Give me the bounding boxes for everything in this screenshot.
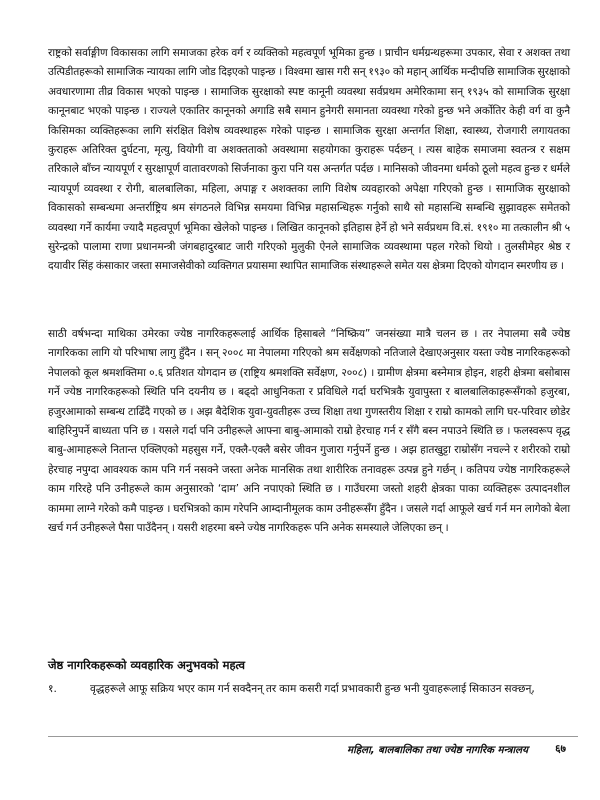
page-number: ६७ [555,743,566,755]
footer-divider [48,736,578,737]
body-paragraph-2: साठी वर्षभन्दा माथिका उमेरका ज्येष्ठ नागरिकहरूलाई आर्थिक हिसाबले “निष्क्रिय” जनसंख्या मात्रै चलन छ । तर नेपालमा सबै ज्येष्ठ नागरिकका लागि यो परिभाषा लागु हुँदैन । सन् २००८ मा नेपालमा गरिएको श्रम सर्वेक्षणको नतिजाले देखाएअनुसार यस्ता ज्येष्ठ नागरिकहरूको नेपालको कूल श्रमशक्तिमा ०.६ प्रतिशत योगदान छ (राष्ट्रिय श्रमशक्ति सर्वेक्षण, २००८) । ग्रामीण क्षेत्रमा बस्नेमात्र होइन, शहरी क्षेत्रमा बसोबास गर्ने ज्येष्ठ नागरिकहरूको स्थिति पनि दयनीय छ । बढ्दो आधुनिकता र प्रविधिले गर्दा घरभित्रकै युवापुस्ता र बालबालिकाहरूसँगको हजुरबा, हजुरआमाको सम्बन्ध टाढिँदै गएको छ । अझ बैदेशिक युवा-युवतीहरू उच्च शिक्षा तथा गुणस्तरीय शिक्षा र राम्रो कामको लागि घर-परिवार छोडेर बाहिरिनुपर्ने बाध्यता पनि छ । यसले गर्दा पनि उनीहरूले आफ्ना बाबु-आमाको राम्रो हेरचाह गर्न र सँगै बस्न नपाउने स्थिति छ । फलस्वरूप वृद्ध बाबु-आमाहरूले नितान्त एक्लिएको महसुस गर्ने, एक्लै-एक्लै बसेर जीवन गुजारा गर्नुपर्ने हुन्छ । अझ हातखुट्टा राम्रोसँग नचल्ने र शरीरको राम्रो हेरचाह नपुग्दा आवश्यक काम पनि गर्न नसक्ने जस्ता अनेक मानसिक तथा शारीरिक तनावहरू उत्पन्न हुने गर्छन् । कतिपय ज्येष्ठ नागरिकहरूले काम गरिरहे पनि उनीहरूले काम अनुसारको ‘दाम’ अनि नपाएको स्थिति छ । गाउँघरमा जस्तो शहरी क्षेत्रका पाका व्यक्तिहरू उत्पादनशील काममा लाग्ने गरेको कमै पाइन्छ । घरभित्रको काम गरेपनि आम्दानीमूलक काम उनीहरूसँग हुँदैन । जसले गर्दा आफूले खर्च गर्न मन लागेको बेला खर्च गर्न उनीहरूले पैसा पाउँदैनन् । यसरी शहरमा बस्ने ज्येष्ठ नागरिकहरू पनि अनेक समस्याले जेलिएका छन् । [48,328,570,535]
body-paragraph-1: राष्ट्रको सर्वाङ्गीण विकासका लागि समाजका हरेक वर्ग र व्यक्तिको महत्वपूर्ण भूमिका हुन्छ । प्राचीन धर्मग्रन्थहरूमा उपकार, सेवा र अशक्त तथा उत्पिडीतहरूको सामाजिक न्यायका लागि जोड दिइएको पाइन्छ । विश्वमा खास गरी सन् १९३० को महान् आर्थिक मन्दीपछि सामाजिक सुरक्षाको अवधारणामा तीव्र विकास भएको पाइन्छ । सामाजिक सुरक्षाको स्पष्ट कानूनी व्यवस्था सर्वप्रथम अमेरिकामा सन् १९३५ को सामाजिक सुरक्षा कानूनबाट भएको पाइन्छ । राज्यले एकातिर कानूनको अगाडि सबै समान हुनेगरी समानता व्यवस्था गरेको हुन्छ भने अर्कोतिर केही वर्ग वा कुनै किसिमका व्यक्तिहरूका लागि संरक्षित विशेष व्यवस्थाहरू गरेको पाइन्छ । सामाजिक सुरक्षा अन्तर्गत शिक्षा, स्वास्थ्य, रोजगारी लगायतका कुराहरू अतिरिक्त दुर्घटना, मृत्यु, वियोगी वा अशक्तताको अवस्थामा सहयोगका कुराहरू पर्दछन् । त्यस बाहेक समाजमा स्वतन्त्र र सक्षम तरिकाले बाँच्न न्यायपूर्ण र सुरक्षापूर्ण वातावरणको सिर्जनाका कुरा पनि यस अन्तर्गत पर्दछ । मानिसको जीवनमा धर्मको ठूलो महत्व हुन्छ र धर्मले न्यायपूर्ण व्यवस्था र रोगी, बालबालिका, महिला, अपाङ्ग र अशक्तका लागि विशेष व्यवहारको अपेक्षा गरिएको हुन्छ । सामाजिक सुरक्षाको विकासको सम्बन्धमा अन्तर्राष्ट्रिय श्रम संगठनले विभिन्न समयमा विभिन्न महासन्धिहरू गर्नुको साथै सो महासन्धि सम्बन्धि सुझावहरू समेतको व्यवस्था गर्ने कार्यमा ज्यादै महत्वपूर्ण भूमिका खेलेको पाइन्छ । लिखित कानूनको इतिहास हेर्ने हो भने सर्वप्रथम वि.सं. १९१० मा तत्कालीन श्री ५ सुरेन्द्रको पालामा राणा प्रधानमन्त्री जंगबहादुरबाट जारी गरिएको मुलुकी ऐनले सामाजिक व्यवस्थामा पहल गरेको थियो । तुलसीमेहर श्रेष्ठ र दयावीर सिंह कंसाकार जस्ता समाजसेवीको व्यक्तिगत प्रयासमा स्थापित सामाजिक संस्थाहरूले समेत यस क्षेत्रमा दिएको योगदान स्मरणीय छ । [48,47,570,273]
list-item-number: १. [48,683,57,695]
list-item-text: वृद्धहरूले आफू सक्रिय भएर काम गर्न सक्दैनन् तर काम कसरी गर्दा प्रभावकारी हुन्छ भनी युवाहरूलाई सिकाउन सक्छन्, [90,683,535,695]
section-heading: जेष्ठ नागरिकहरूको व्यवहारिक अनुभवको महत्व [48,658,245,672]
footer-title: महिला, बालबालिका तथा ज्येष्ठ नागरिक मन्त्रालय [347,745,528,756]
